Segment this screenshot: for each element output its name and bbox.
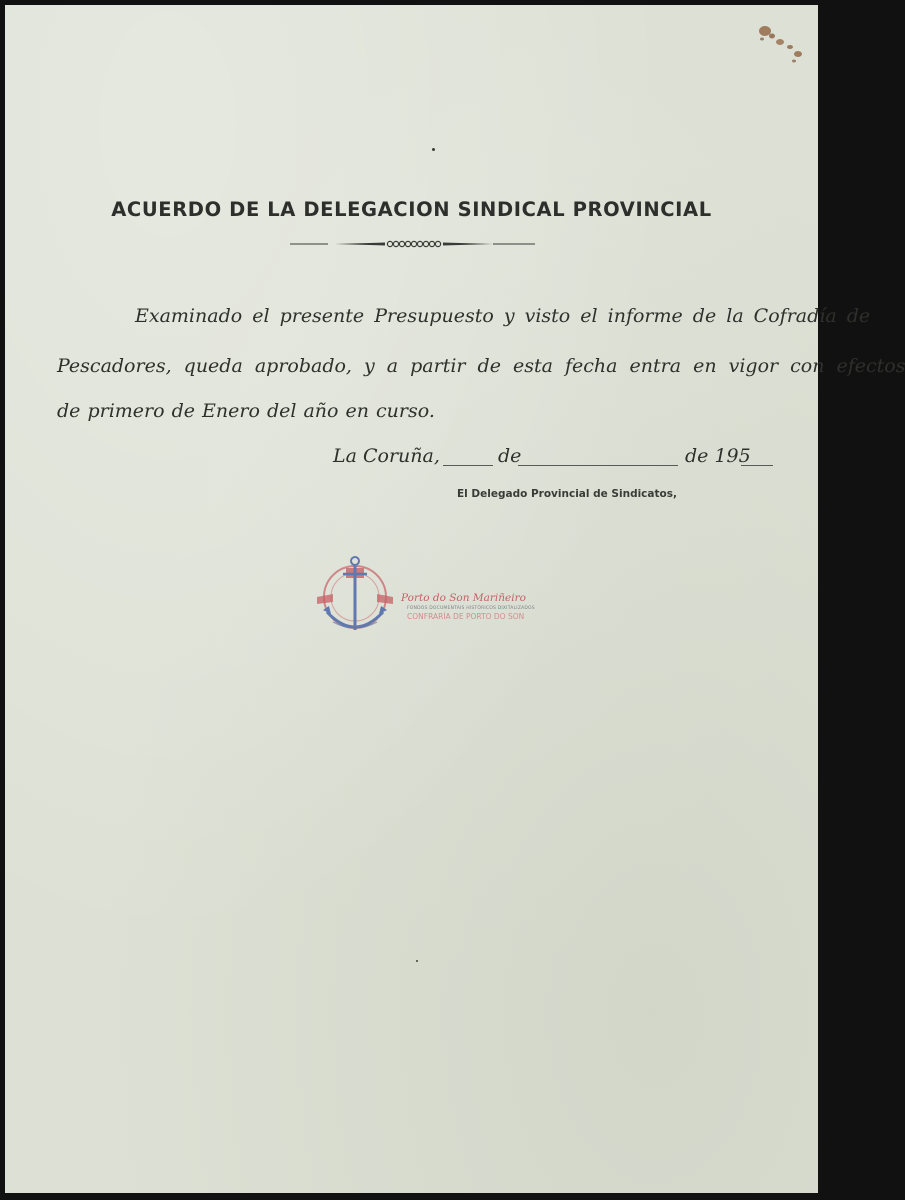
date-de-month: de xyxy=(498,445,522,467)
document-page xyxy=(5,5,905,1193)
ink-speck xyxy=(416,960,418,962)
archive-watermark xyxy=(313,550,535,650)
signatory-label: El Delegado Provincial de Sindicatos, xyxy=(457,488,677,500)
rust-stain-marks xyxy=(728,15,808,85)
document-title: ACUERDO DE LA DELEGACION SINDICAL PROVINCIAL xyxy=(111,198,712,221)
month-blank xyxy=(518,465,678,466)
year-blank xyxy=(741,465,773,466)
ink-speck xyxy=(432,148,435,151)
day-blank xyxy=(443,465,493,466)
watermark-subtitle: FONDOS DOCUMENTAIS HISTÓRICOS DIXITALIZADOS xyxy=(407,606,535,611)
body-line-1: Examinado el presente Presupuesto y visto el informe de la Cofradía de xyxy=(135,305,871,327)
watermark-brand: Porto do Son Mariñeiro xyxy=(401,592,526,604)
anchor-seal-logo xyxy=(313,550,398,650)
date-place: La Coruña, xyxy=(333,445,440,467)
watermark-organization: CONFRARÍA DE PORTO DO SON xyxy=(407,612,525,621)
date-line xyxy=(333,445,773,475)
body-line-3: de primero de Enero del año en curso. xyxy=(57,400,435,422)
date-de-year: de 195 xyxy=(685,445,751,467)
body-line-2: Pescadores, queda aprobado, y a partir de esta fecha entra en vigor con efectos xyxy=(57,355,905,377)
ornamental-divider xyxy=(290,237,535,251)
